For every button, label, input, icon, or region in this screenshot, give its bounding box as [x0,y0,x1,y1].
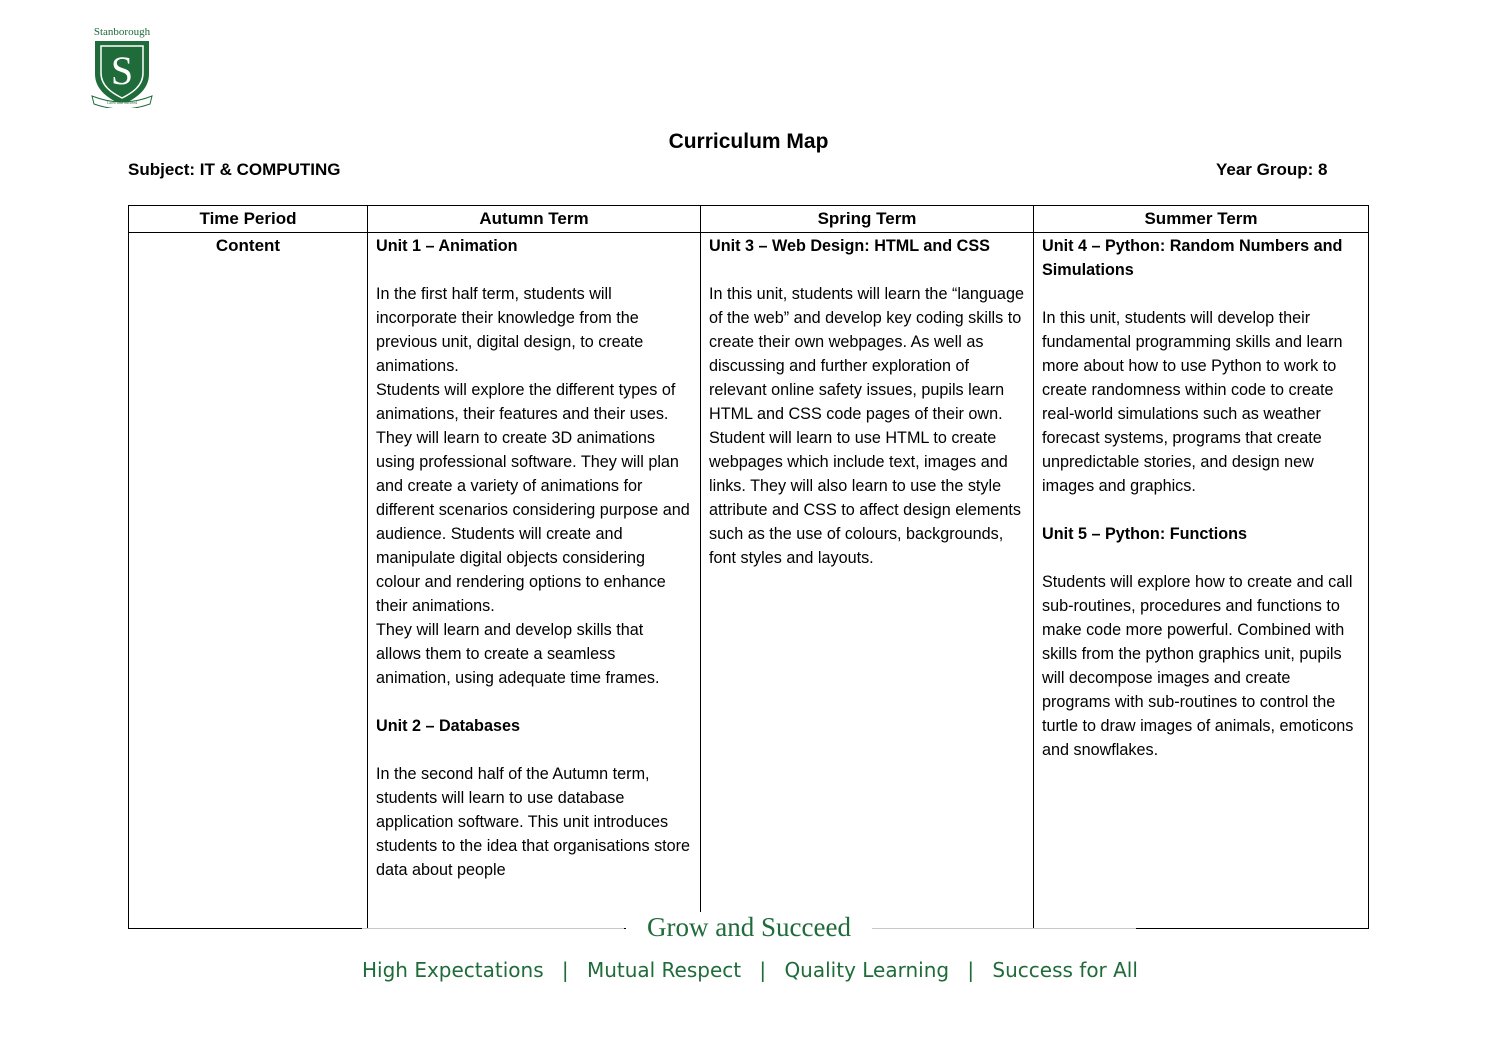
table-row [129,233,1369,929]
spring-content [701,233,1033,924]
paragraph-gap [1042,546,1360,570]
crest-letter: S [110,48,134,93]
row-label-content: Content [129,233,368,929]
unit-paragraph: Students will explore the different types of animations, their features and their uses. They will learn to create 3D animations using professional software. They will plan and create a variety of animations for different scenarios considering purpose and audience. Students will create and manipulate digital objects considering colour and rendering options to enhance their animations. [376,381,690,615]
year-group-label: Year Group: 8 [1216,160,1328,179]
curriculum-table [128,205,1369,929]
unit-heading: Unit 1 – Animation [376,237,518,255]
value-separator: | [967,958,975,982]
value-separator: | [759,958,767,982]
autumn-cell [368,233,701,929]
summer-cell [1034,233,1369,929]
unit-paragraph: In the second half of the Autumn term, students will learn to use database application software. This unit introduces students to the idea that organisations store data about people [376,765,691,879]
unit-heading: Unit 4 – Python: Random Numbers and Simulations [1042,237,1343,279]
unit-paragraph: Student will learn to use HTML to create webpages which include text, images and links. They will also learn to use the style attribute and CSS to affect design elements such as the use of colours, backgrounds, font styles and layouts. [709,429,1021,567]
table-header-row [129,206,1369,233]
unit-heading: Unit 3 – Web Design: HTML and CSS [709,237,990,255]
paragraph-gap [376,738,692,762]
crest-ribbon-text: Grow and Succeed [106,100,138,105]
crest-shield-icon [90,38,154,108]
summer-content [1034,233,1368,924]
paragraph-gap [709,258,1025,282]
school-value: Success for All [992,958,1138,982]
autumn-content [368,233,700,924]
school-value: Quality Learning [784,958,950,982]
unit-heading: Unit 5 – Python: Functions [1042,525,1248,543]
header-autumn-term: Autumn Term [368,206,701,233]
header-time-period: Time Period [129,206,368,233]
unit-paragraph: Students will explore how to create and call sub-routines, procedures and functions to make code more powerful. Combined with skills from the python graphics unit, pupils will decompose images and create programs with sub-routines to control the turtle to draw images of animals, emoticons and snowflakes. [1042,573,1354,759]
paragraph-gap [376,690,692,714]
footer-divider-right [870,928,1136,929]
unit-paragraph: In this unit, students will learn the “language of the web” and develop key coding skills to create their own webpages. As well as discussing and further exploration of relevant online safety issues, pupils learn HTML and CSS code pages of their own. [709,285,1024,423]
header-summer-term: Summer Term [1034,206,1369,233]
footer-values [362,958,1138,982]
spring-cell [701,233,1034,929]
school-logo [86,26,158,108]
paragraph-gap [376,258,692,282]
logo-school-name: Stanborough [93,26,151,38]
unit-paragraph: They will learn and develop skills that allows them to create a seamless animation, using adequate time frames. [376,621,660,687]
paragraph-gap [1042,498,1360,522]
school-value: High Expectations [362,958,544,982]
school-value: Mutual Respect [586,958,742,982]
footer-divider-left [362,928,624,929]
header-spring-term: Spring Term [701,206,1034,233]
unit-paragraph: In the first half term, students will incorporate their knowledge from the previous unit, digital design, to create animations. [376,285,644,375]
page-title: Curriculum Map [668,130,829,153]
subject-label: Subject: IT & COMPUTING [128,160,341,179]
value-separator: | [561,958,569,982]
footer-motto: Grow and Succeed [626,912,872,943]
unit-paragraph: In this unit, students will develop their fundamental programming skills and learn more about how to use Python to work to create randomness within code to create real-world simulations such as weather forecast systems, programs that create unpredictable stories, and design new images and graphics. [1042,309,1343,495]
unit-heading: Unit 2 – Databases [376,717,520,735]
paragraph-gap [1042,282,1360,306]
